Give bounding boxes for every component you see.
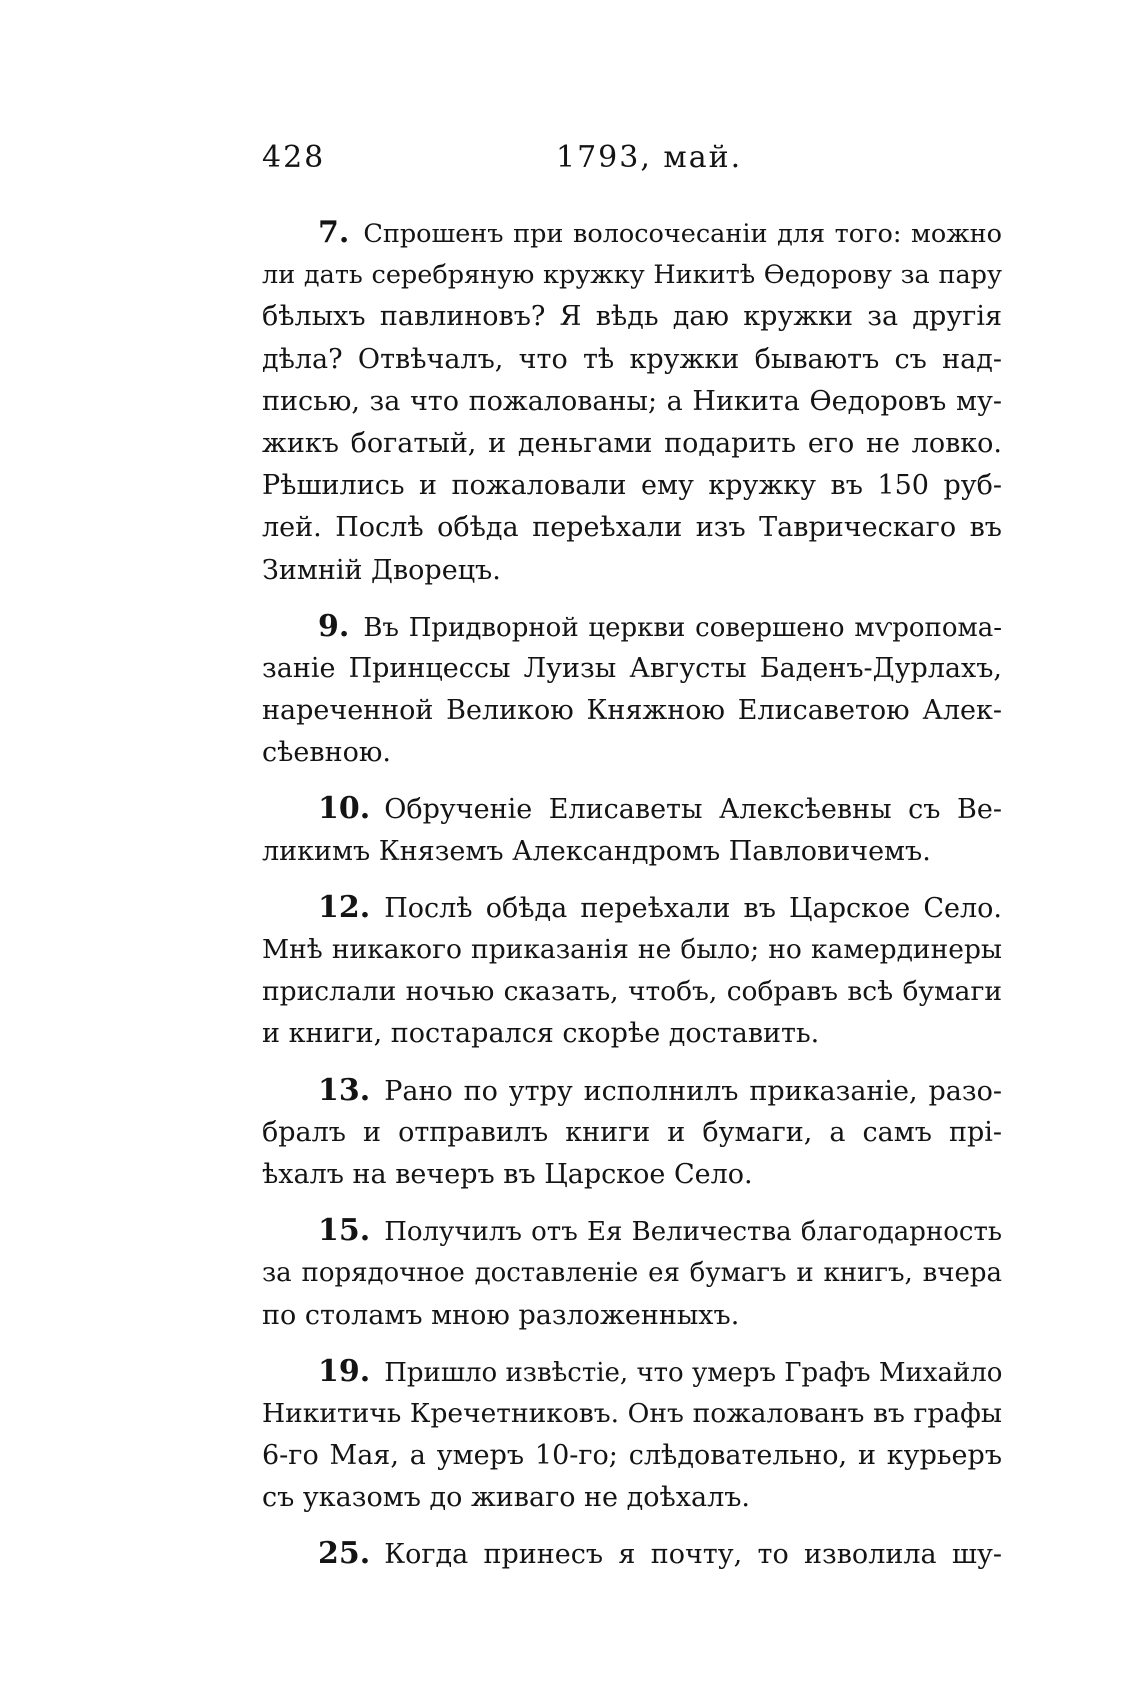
text-line — [262, 606, 1002, 648]
text-line: и книги, постарался скорѣе доставить. — [262, 1018, 820, 1050]
page-header — [262, 140, 1002, 190]
text-line: Никитичь Кречетниковъ. Онъ пожалованъ въ графы — [262, 1397, 1002, 1429]
entry-day: 9. — [318, 608, 350, 644]
diary-entry — [262, 887, 1002, 1056]
entry-day: 19. — [318, 1353, 371, 1389]
diary-entry — [262, 1210, 1002, 1337]
text-line — [262, 788, 1002, 830]
text-line: занiе Принцессы Луизы Августы Баденъ-Дурлахъ, — [262, 652, 1002, 684]
running-head: 1793, май. — [556, 140, 743, 175]
entry-day: 25. — [318, 1536, 371, 1572]
text-line: 6-го Мая, а умеръ 10-го; слѣдовательно, и курьеръ — [262, 1440, 1002, 1472]
text-line — [262, 1351, 1002, 1393]
entry-day: 15. — [318, 1213, 371, 1249]
text-line — [262, 1070, 1002, 1112]
text-line: Мнѣ никакого приказанiя не было; но камердинеры — [262, 934, 1002, 965]
text-line: бралъ и отправилъ книги и бумаги, а самъ прi- — [262, 1116, 1002, 1148]
entry-day: 12. — [318, 889, 371, 925]
entry-day: 7. — [318, 215, 350, 250]
page-number: 428 — [262, 140, 326, 175]
text-line: прислали ночью сказать, чтобъ, собравъ всѣ бумаги — [262, 976, 1002, 1008]
text-line — [262, 1210, 1002, 1252]
text-line: бѣлыхъ павлиновъ? Я вѣдь даю кружки за другiя — [262, 301, 1002, 333]
diary-entry — [262, 1070, 1002, 1197]
text-line-content: Получилъ отъ Ея Величества благодарность — [384, 1217, 1002, 1248]
text-line: сѣевною. — [262, 737, 391, 769]
text-line-content: Спрошенъ при волосочесанiи для того: можно — [363, 219, 1002, 249]
diary-entry — [262, 1533, 1002, 1575]
diary-entry — [262, 212, 1002, 592]
text-line: ли дать серебряную кружку Никитѣ Ѳедорову за пару — [262, 260, 1002, 291]
text-line-content: Когда принесъ я почту, то изволила шу- — [384, 1539, 1002, 1571]
text-line: лей. Послѣ обѣда переѣхали изъ Таврическаго въ — [262, 512, 1002, 544]
text-line: жикъ богатый, и деньгами подарить его не ловко. — [262, 427, 1002, 459]
text-line: по столамъ мною разложенныхъ. — [262, 1299, 740, 1331]
diary-text — [262, 212, 1002, 1590]
text-line-content: Послѣ обѣда переѣхали въ Царское Село. — [384, 892, 1002, 924]
text-line: Зимнiй Дворецъ. — [262, 554, 501, 586]
text-line — [262, 1533, 1002, 1575]
diary-entry — [262, 606, 1002, 775]
text-line-content: Въ Придворной церкви совершено мѵропома- — [363, 612, 1002, 643]
text-line: за порядочное доставленiе ея бумагъ и книгъ, вчера — [262, 1258, 1002, 1289]
text-line: ѣхалъ на вечеръ въ Царское Село. — [262, 1158, 753, 1190]
text-line: дѣла? Отвѣчалъ, что тѣ кружки бываютъ съ над- — [262, 343, 1002, 375]
text-line — [262, 212, 1002, 254]
diary-entry — [262, 788, 1002, 872]
text-line: Рѣшились и пожаловали ему кружку въ 150 руб- — [262, 470, 1002, 502]
text-line-content: Рано по утру исполнилъ приказанiе, разо- — [384, 1075, 1002, 1107]
text-line: нареченной Великою Княжною Елисаветою Алек- — [262, 695, 1002, 727]
diary-entry — [262, 1351, 1002, 1520]
text-line-content: Пришло извѣстiе, что умеръ Графъ Михайло — [384, 1357, 1003, 1388]
text-line: ликимъ Княземъ Александромъ Павловичемъ. — [262, 835, 931, 867]
text-line — [262, 887, 1002, 929]
entry-day: 10. — [318, 791, 371, 827]
text-line-content: Обрученiе Елисаветы Алексѣевны съ Ве- — [384, 794, 1002, 826]
text-line: съ указомъ до живаго не доѣхалъ. — [262, 1482, 751, 1514]
text-line: писью, за что пожалованы; а Никита Ѳедоровъ му- — [262, 385, 1002, 417]
entry-day: 13. — [318, 1072, 371, 1108]
